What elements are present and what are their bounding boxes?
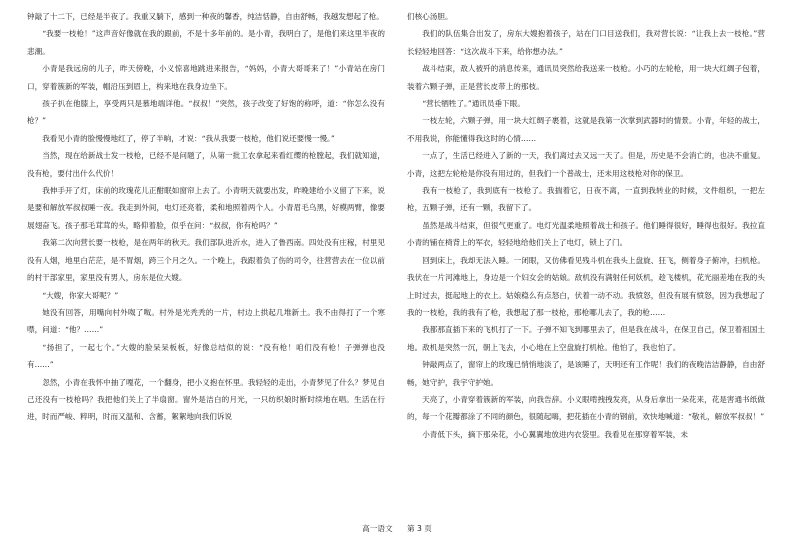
page-footer <box>0 523 794 535</box>
paragraph: 一枝左轮，六颗子弹，用一块大红绸子裹着，这就是我第一次掌到武器时的情景。小青，年轻的战士，不用我说，你能懂得我这时的心情…… <box>407 116 765 143</box>
paragraph: 一点了，生活已经进入了新的一天，我们离过去又远一天了。但是，历史是不会消亡的，也决不重复。小青，这把左轮枪是你没有用过的，但我们一个普战士，还未用这枝枪对你的保卫。 <box>407 151 765 178</box>
paragraph: 小青低下头，摘下那朵花，小心翼翼地放进内衣袋里。我看见在那穿着军装，未 <box>422 429 688 439</box>
paragraph: “营长牺牲了。”通讯员垂下眼。 <box>422 99 525 109</box>
left-column <box>27 8 385 426</box>
paragraph: 我们的队伍集合出发了，房东大嫂抱着孩子，站在门口目送我们，我对营长说：“让我上去一枝枪。”营长轻轻地回答：“这次战斗下来，给你想办法。” <box>407 29 765 56</box>
paragraph: 我看见小青的脸慢慢地红了，停了半晌，才说：“我从我要一枝枪，他们说还要慢一慢。” <box>42 133 335 143</box>
paragraph: 战斗结束，敌人被歼的消息传来，通讯员突然给我送来一枝枪。小巧的左轮枪，用一块大红绸子包着，装着六颗子弹，正是营长皮带上的那枝。 <box>407 64 765 91</box>
paragraph: “扬担了，一起七个。”大嫂的脸呆呆板板，好像总结似的说：“没有枪！咱们没有枪！子弹弹也没有……” <box>27 342 385 370</box>
paragraph: 我都那直插下来的飞机打了一下。子弹不知飞到哪里去了，但是我在战斗，在保卫自己，保卫着祖国土地。敌机是突然一沉，朝上飞去，小心地在上空盘旋打机枪。他怕了，我也怕了。 <box>407 325 765 352</box>
paragraph: 天亮了，小青穿着簇新的军装，向我告辞。小义眼啃拽拽发亮，从身后拿出一朵花来，花是害通书纸做的，每一个花瓣都涂了不同的颜色，很随起嗨，把花插在小青的钢前，欢快地喊道：“敬礼，解放军叔叔！” <box>407 394 765 422</box>
right-column <box>407 8 765 443</box>
paragraph: 我第二次向营长要一枝枪，是在两年的秋天。我们部队进沂水，进入了鲁西南。四处没有庄稼，村里见没有人烟，地里白茫茫，是不胃烟，跨三个月之久。一个晚上，我跟着负了伤的司令，往营营去在一位以前的村干部家里，家里没有男人，房东是位大嫂。 <box>27 238 385 283</box>
paragraph: 孩子扒在他膝上，享受两只是慕地端详他。“叔叔！”突然，孩子改变了好饱的称呼，道：“你怎么没有枪？” <box>27 99 385 126</box>
paragraph: 我有一枝枪了，我到底有一枝枪了。我揣着它，日夜不离，一直到我转业的时候，文件组织，一把左枪，五颗子弹，还有一颗，我留下了。 <box>407 186 765 213</box>
paragraph: 虽然是战斗结束，但很气更重了。电灯光温柔地照着战士和孩子。他们睡得很好，睡得也很好。我拉直小青的铺在椅背上的军衣，轻轻地给他们关上了电灯，锁上了门。 <box>407 220 765 248</box>
paragraph: “大嫂，你家大哥呢？” <box>42 290 119 300</box>
paragraph: 们核心汤胆。 <box>407 12 453 21</box>
paragraph: 当然，现在给新战士发一枝枪，已经不是问题了，从第一批工农拿起来看红缨的枪膛起，我们就知道，没有枪，要付出什么代价！ <box>27 151 385 178</box>
footer-subject: 高一语文 <box>362 524 393 533</box>
paragraph: 钟敲了十二下，已经是半夜了。我重又躺下，感到一种夜的馨香，纯洁恬静，自由舒畅，我越发想起了枪。 <box>27 12 384 21</box>
paragraph: 小青是我远房的儿子，昨天傍晚，小义惊喜地跳进来报告，“妈妈，小青大哥哥来了！”小青站在房门口，穿着簇新的军装，帽沿压到眉上，构来地在我身边坐下。 <box>27 64 385 91</box>
paragraph: 我伸手开了灯，床前的玫瑰花儿正酣眠如窗帘上去了。小青明天就要出发，昨晚建给小义留了下来，说是要和解放军叔叔睡一夜。我走到外间，电灯还亮着，柔和地照着两个人。小青眉毛乌黑，好模两臂，像要展翅奋飞。孩子那毛茸茸的头，略仰着脸，似乎在问：“叔叔，你有枪吗？” <box>27 186 385 230</box>
paragraph: 忽然，小青在我怀中抽了嘎花，一个翻身，把小义抱在怀里。我轻轻的走出，小青梦见了什么？梦见自己还没有一枝枪吗？我把他们关上了半扇窗。窗外是洁白的月光，一只纺织娘时断时续地在唱。生活在行进，时而严峻、粹明，时而又温和、含蓄，絮絮地向我们诉说 <box>27 377 385 422</box>
paragraph: “我要一枝枪！”这声音好像就在我的跟前，不是十多年前的。是小青，我明白了，是他们来这里半夜的悲潮。 <box>27 29 385 56</box>
footer-page-number: 第 3 页 <box>406 524 432 533</box>
paragraph: 她没有回答，用嘴向村外呶了呶。村外是光秃秃的一片，村边上拱起几堆新土。我不由得打了一个寒噤，问道：“他？……” <box>27 307 385 335</box>
paragraph: 钟敲两点了，窗帘上的玫瑰已悄悄地淡了，是该睡了，天明还有工作呢！我们的夜晚洁洁静静，自由舒畅，她守护，我宇守护她。 <box>407 360 765 387</box>
paragraph: 回到床上，我却无法入睡。一闭眼，又仿佛看见残斗机在我头上盘旋、狂飞，侧着身子俯冲，扫机枪。我伏在一片河滩地上，身边是一个妇女会的姑娘。敌机没有满射任何妖机，趁飞楼机，花光丽差地在我的头上时过去，挺起地上的衣上。姑娘稳么有点怒白，伏着一动不动。我愤怒，但没有展有愤怒，因为我想起了我的一枝枪，我的我有了枪，我想起了那一枝枪，那枪哪儿去了，我的枪…… <box>407 255 765 317</box>
